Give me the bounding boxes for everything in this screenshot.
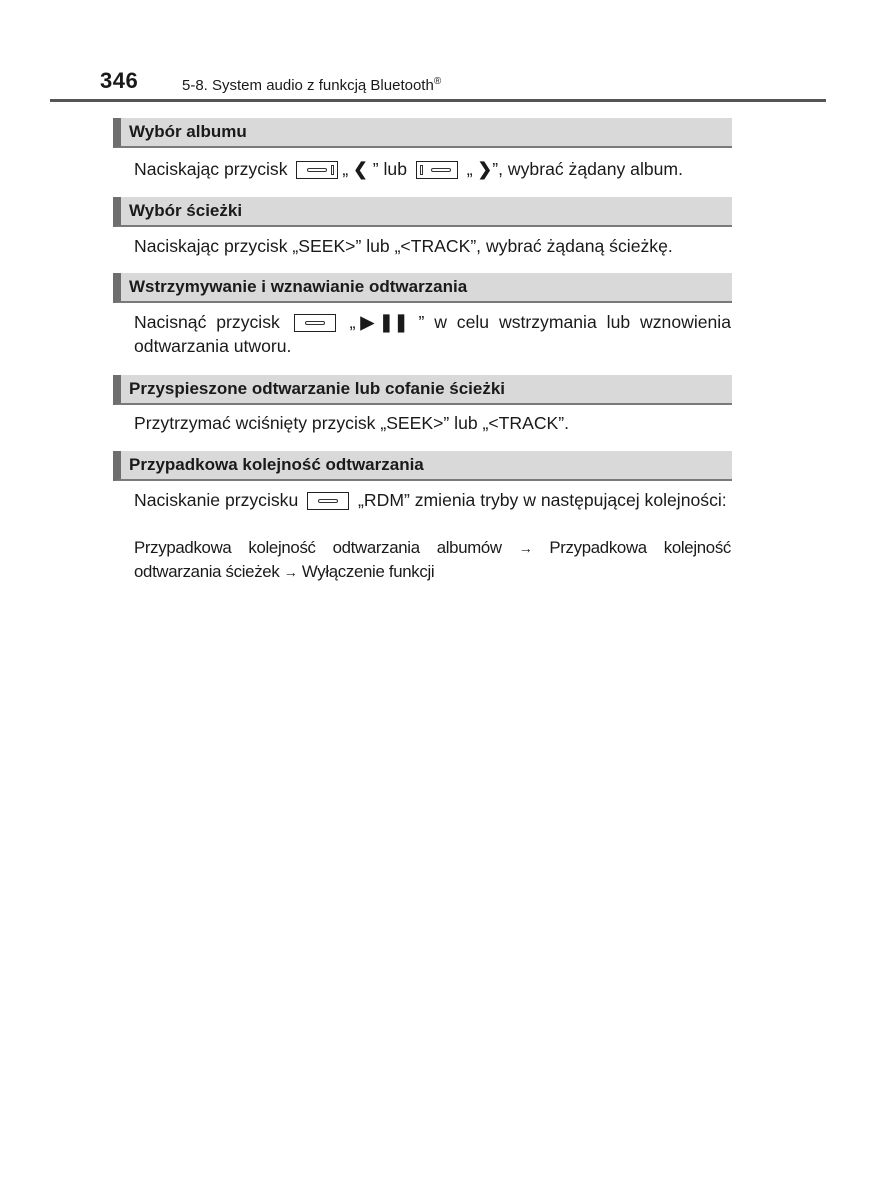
pause-text-a: Nacisnąć przycisk: [134, 312, 280, 332]
section-heading-album: Wybór albumu: [113, 118, 732, 148]
registered-mark: ®: [433, 76, 442, 87]
seq-item-3: Wyłączenie funkcji: [301, 562, 435, 581]
page-number: 346: [100, 68, 139, 93]
arrow-right-icon: →: [283, 564, 298, 580]
header-title: [182, 76, 441, 94]
pause-text-b: „: [349, 312, 356, 332]
random-text-a: Naciskanie przycisku: [134, 490, 299, 510]
album-text-a: Naciskając przycisk: [134, 159, 288, 179]
play-pause-icon: ▶❚❚: [355, 312, 409, 332]
album-text-c: ” lub: [372, 159, 408, 179]
section-body-random: [134, 488, 731, 512]
pause-text-c: ” w celu wstrzymania lub wznowienia odtwarzania utworu.: [134, 312, 731, 356]
pause-button-icon: [294, 314, 336, 332]
section-heading-pause: Wstrzymywanie i wznawianie odtwarzania: [113, 273, 732, 303]
section-body-pause: [134, 310, 731, 358]
album-text-b: „: [342, 159, 349, 179]
album-button-icon-2: [416, 161, 458, 179]
section-heading-fast: Przyspieszone odtwarzanie lub cofanie ścieżki: [113, 375, 732, 405]
random-text-b: „RDM” zmienia tryby w następującej kolejności:: [358, 490, 727, 510]
section-body-track: Naciskając przycisk „SEEK>” lub „<TRACK”, wybrać żądaną ścieżkę.: [134, 236, 673, 256]
random-button-icon: [307, 492, 349, 510]
section-heading-random: Przypadkowa kolejność odtwarzania: [113, 451, 732, 481]
section-body-album: [134, 157, 731, 181]
random-sequence: [134, 536, 731, 584]
arrow-right-icon: →: [518, 540, 533, 556]
chevron-left-icon: ❮: [353, 159, 368, 179]
chevron-right-icon: ❯: [477, 159, 493, 179]
album-text-e: ”, wybrać żądany album.: [492, 159, 683, 179]
album-text-d: „: [466, 159, 473, 179]
album-button-icon-1: [296, 161, 338, 179]
seq-item-2: Przypadkowa kolejność odtwarzania ścieżek: [134, 538, 732, 581]
seq-item-1: Przypadkowa kolejność odtwarzania albumów: [134, 538, 502, 557]
section-heading-track: Wybór ścieżki: [113, 197, 732, 227]
header-rule: [50, 99, 826, 102]
header-title-text: 5-8. System audio z funkcją Bluetooth: [182, 77, 434, 94]
section-body-fast: Przytrzymać wciśnięty przycisk „SEEK>” lub „<TRACK”.: [134, 413, 570, 433]
